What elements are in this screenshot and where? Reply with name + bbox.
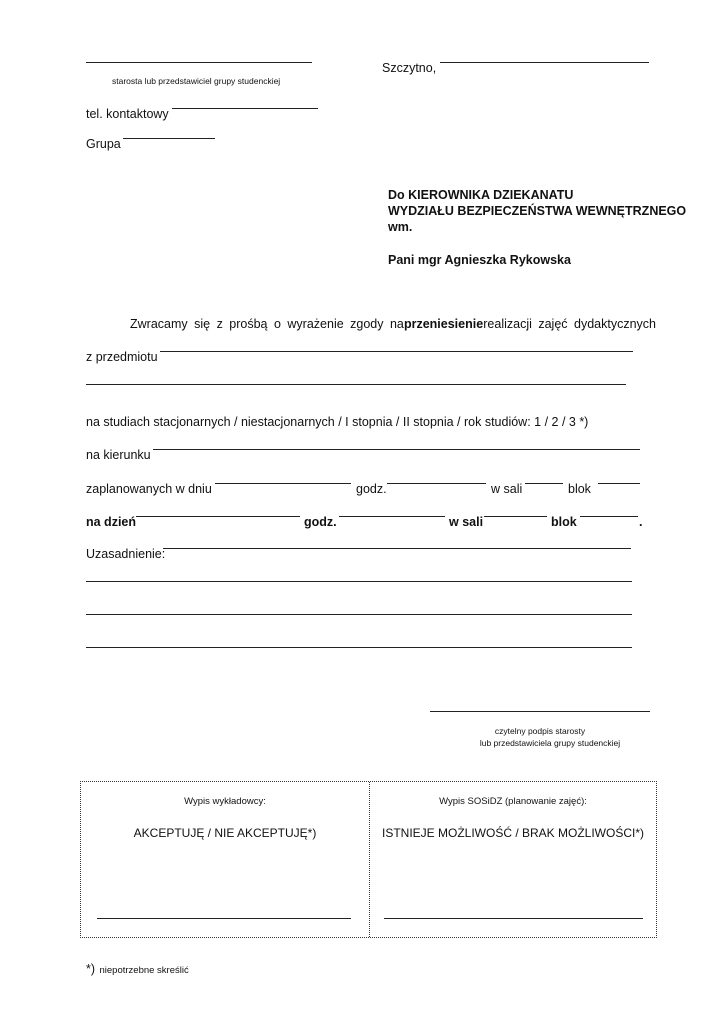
planned-day-label: zaplanowanych w dniu [86,482,212,496]
lecturer-signature-line[interactable] [97,918,351,919]
new-room-label: w sali [449,515,484,529]
new-block-field[interactable] [580,516,638,517]
footnote-mark: *) [86,962,96,976]
planned-room-label: w sali [491,482,523,496]
addressee-line-2: WYDZIAŁU BEZPIECZEŃSTWA WEWNĘTRZNEGO [388,204,687,218]
group-field[interactable] [123,138,215,139]
sosidz-signature-line[interactable] [384,918,643,919]
justification-field-3[interactable] [86,614,632,615]
new-hour-field[interactable] [339,516,445,517]
request-bold: przeniesienie [403,317,484,331]
signature-caption-2: lub przedstawiciela grupy studenckiej [479,738,621,748]
new-room-field[interactable] [484,516,547,517]
request-sentence [130,317,656,331]
justification-field-1[interactable] [163,548,631,549]
starosta-caption: starosta lub przedstawiciel grupy studenckiej [112,76,281,86]
subject-label: z przedmiotu [86,350,158,364]
lecturer-choice[interactable]: AKCEPTUJĘ / NIE AKCEPTUJĘ*) [133,826,317,840]
studies-line[interactable]: na studiach stacjonarnych / niestacjonarnych / I stopnia / II stopnia / rok studiów: 1 / 2 / 3 *) [86,415,589,429]
sosidz-title: Wypis SOSiDZ (planowanie zajęć): [439,796,587,807]
city-label: Szczytno, [382,61,437,75]
date-field[interactable] [440,62,649,63]
planned-day-field[interactable] [215,483,351,484]
justification-field-4[interactable] [86,647,632,648]
subject-field[interactable] [160,351,633,352]
planned-hour-label: godz. [356,482,387,496]
justification-field-2[interactable] [86,581,632,582]
planned-block-field[interactable] [598,483,640,484]
phone-field[interactable] [172,108,318,109]
footnote [86,960,189,978]
request-pre: Zwracamy się z prośbą o wyrażenie zgody na [130,317,404,331]
new-day-label: na dzień [86,515,137,529]
lecturer-title: Wypis wykładowcy: [184,796,266,807]
new-hour-label: godz. [304,515,337,529]
field-of-study-label: na kierunku [86,448,151,462]
signature-caption-1: czytelny podpis starosty [494,726,586,736]
footnote-text: niepotrzebne skreślić [99,965,189,976]
addressee-name: Pani mgr Agnieszka Rykowska [388,253,571,267]
addressee-line-1: Do KIEROWNIKA DZIEKANATU [388,188,574,202]
signature-line[interactable] [430,711,650,712]
starosta-signature-line[interactable] [86,62,312,63]
addressee-line-3: wm. [388,220,413,234]
sosidz-choice[interactable]: ISTNIEJE MOŻLIWOŚĆ / BRAK MOŻLIWOŚCI*) [381,826,645,840]
new-row-period: . [639,515,643,529]
planned-room-field[interactable] [525,483,563,484]
planned-block-label: blok [568,482,591,496]
phone-label: tel. kontaktowy [86,107,169,121]
planned-hour-field[interactable] [387,483,486,484]
field-of-study-field[interactable] [153,449,640,450]
request-post: realizacji zajęć dydaktycznych [483,317,656,331]
new-block-label: blok [551,515,577,529]
group-label: Grupa [86,137,121,151]
justification-label: Uzasadnienie: [86,547,166,561]
new-day-field[interactable] [136,516,300,517]
subject-field-continued[interactable] [86,384,626,385]
approval-table [80,781,657,938]
